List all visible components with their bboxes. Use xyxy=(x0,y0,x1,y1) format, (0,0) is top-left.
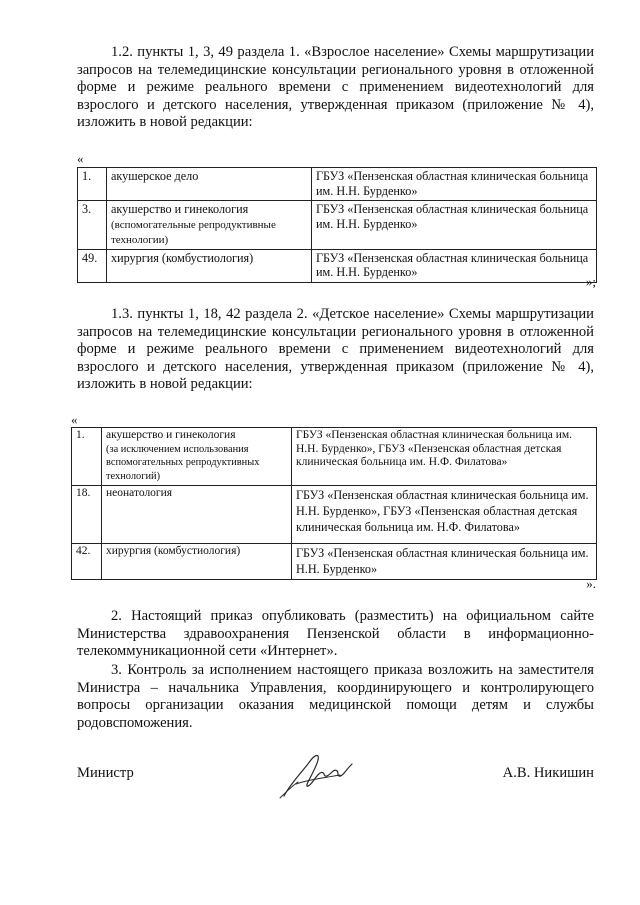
specialty-name: акушерское дело xyxy=(111,169,199,183)
row-specialty xyxy=(102,544,292,580)
signatory-title: Министр xyxy=(77,765,134,781)
row-organization: ГБУЗ «Пензенская областная клиническая больница им. Н.Н. Бурденко» xyxy=(292,544,597,580)
paragraph-1-3 xyxy=(77,306,594,394)
table-row xyxy=(72,428,597,486)
table-row xyxy=(78,201,597,250)
row-number: 42. xyxy=(72,544,102,580)
table1-open-quote: « xyxy=(77,151,84,166)
specialty-name: неонатология xyxy=(106,487,173,499)
paragraph-2 xyxy=(77,608,594,661)
row-organization: ГБУЗ «Пензенская областная клиническая больница им. Н.Н. Бурденко», ГБУЗ «Пензенская областная детская клиническая больница им. Н.Ф. Филатова» xyxy=(292,486,597,544)
row-number: 1. xyxy=(78,168,107,201)
specialty-name: хирургия (комбустиология) xyxy=(106,545,241,557)
table1-close-quote: »; xyxy=(585,274,596,289)
table2-open-quote: « xyxy=(71,412,78,427)
specialty-note: (вспомогательные репродуктивные технологии) xyxy=(111,218,276,246)
table-row xyxy=(78,168,597,201)
row-organization: ГБУЗ «Пензенская областная клиническая больница им. Н.Н. Бурденко», ГБУЗ «Пензенская областная детская клиническая больница им. Н.Ф. Филатова» xyxy=(292,428,597,486)
table-row xyxy=(72,544,597,580)
table-child-population xyxy=(71,427,597,580)
paragraph-1-2 xyxy=(77,44,594,132)
row-organization: ГБУЗ «Пензенская областная клиническая больница им. Н.Н. Бурденко» xyxy=(312,201,597,250)
signatory-name: А.В. Никишин xyxy=(502,765,594,781)
specialty-name: хирургия (комбустиология) xyxy=(111,250,254,265)
table2-close-quote: ». xyxy=(586,576,596,591)
handwritten-signature xyxy=(278,748,358,800)
table-row xyxy=(78,249,597,282)
paragraph-3-text: 3. Контроль за исполнением настоящего приказа возложить на заместителя Министра – начальника Управления, координирующего и контролирующего вопросы организации оказания медицинской помощи детям и службы родовспоможения. xyxy=(77,662,594,731)
paragraph-1-3-text: 1.3. пункты 1, 18, 42 раздела 2. «Детское население» Схемы маршрутизации запросов на телемедицинские консультации регионального уровня в отложенной форме и режиме реального времени с применением видеотехнологий для взрослого и детского населения, утвержденная приказом (приложение № 4), изложить в новой редакции: xyxy=(77,306,594,392)
row-specialty xyxy=(107,201,312,250)
specialty-name: акушерство и гинекология xyxy=(111,202,249,216)
row-number: 1. xyxy=(72,428,102,486)
paragraph-1-2-text: 1.2. пункты 1, 3, 49 раздела 1. «Взрослое население» Схемы маршрутизации запросов на телемедицинские консультации регионального уровня в отложенной форме и режиме реального времени с применением видеотехнологий для взрослого и детского населения, утвержденная приказом (приложение № 4), изложить в новой редакции: xyxy=(77,44,594,130)
row-number: 18. xyxy=(72,486,102,544)
row-specialty xyxy=(102,486,292,544)
row-specialty xyxy=(107,249,312,282)
table-adult-population xyxy=(77,167,597,283)
specialty-name: акушерство и гинекология xyxy=(106,429,236,441)
paragraph-2-text: 2. Настоящий приказ опубликовать (разместить) на официальном сайте Министерства здравоохранения Пензенской области в информационно-телекоммуникационной сети «Интернет». xyxy=(77,608,594,659)
row-number: 3. xyxy=(78,201,107,250)
table-row xyxy=(72,486,597,544)
specialty-note: (за исключением использования вспомогательных репродуктивных технологий) xyxy=(106,443,260,482)
row-organization: ГБУЗ «Пензенская областная клиническая больница им. Н.Н. Бурденко» xyxy=(312,249,597,282)
row-specialty xyxy=(102,428,292,486)
row-specialty xyxy=(107,168,312,201)
row-organization: ГБУЗ «Пензенская областная клиническая больница им. Н.Н. Бурденко» xyxy=(312,168,597,201)
paragraph-3 xyxy=(77,662,594,732)
row-number: 49. xyxy=(78,249,107,282)
